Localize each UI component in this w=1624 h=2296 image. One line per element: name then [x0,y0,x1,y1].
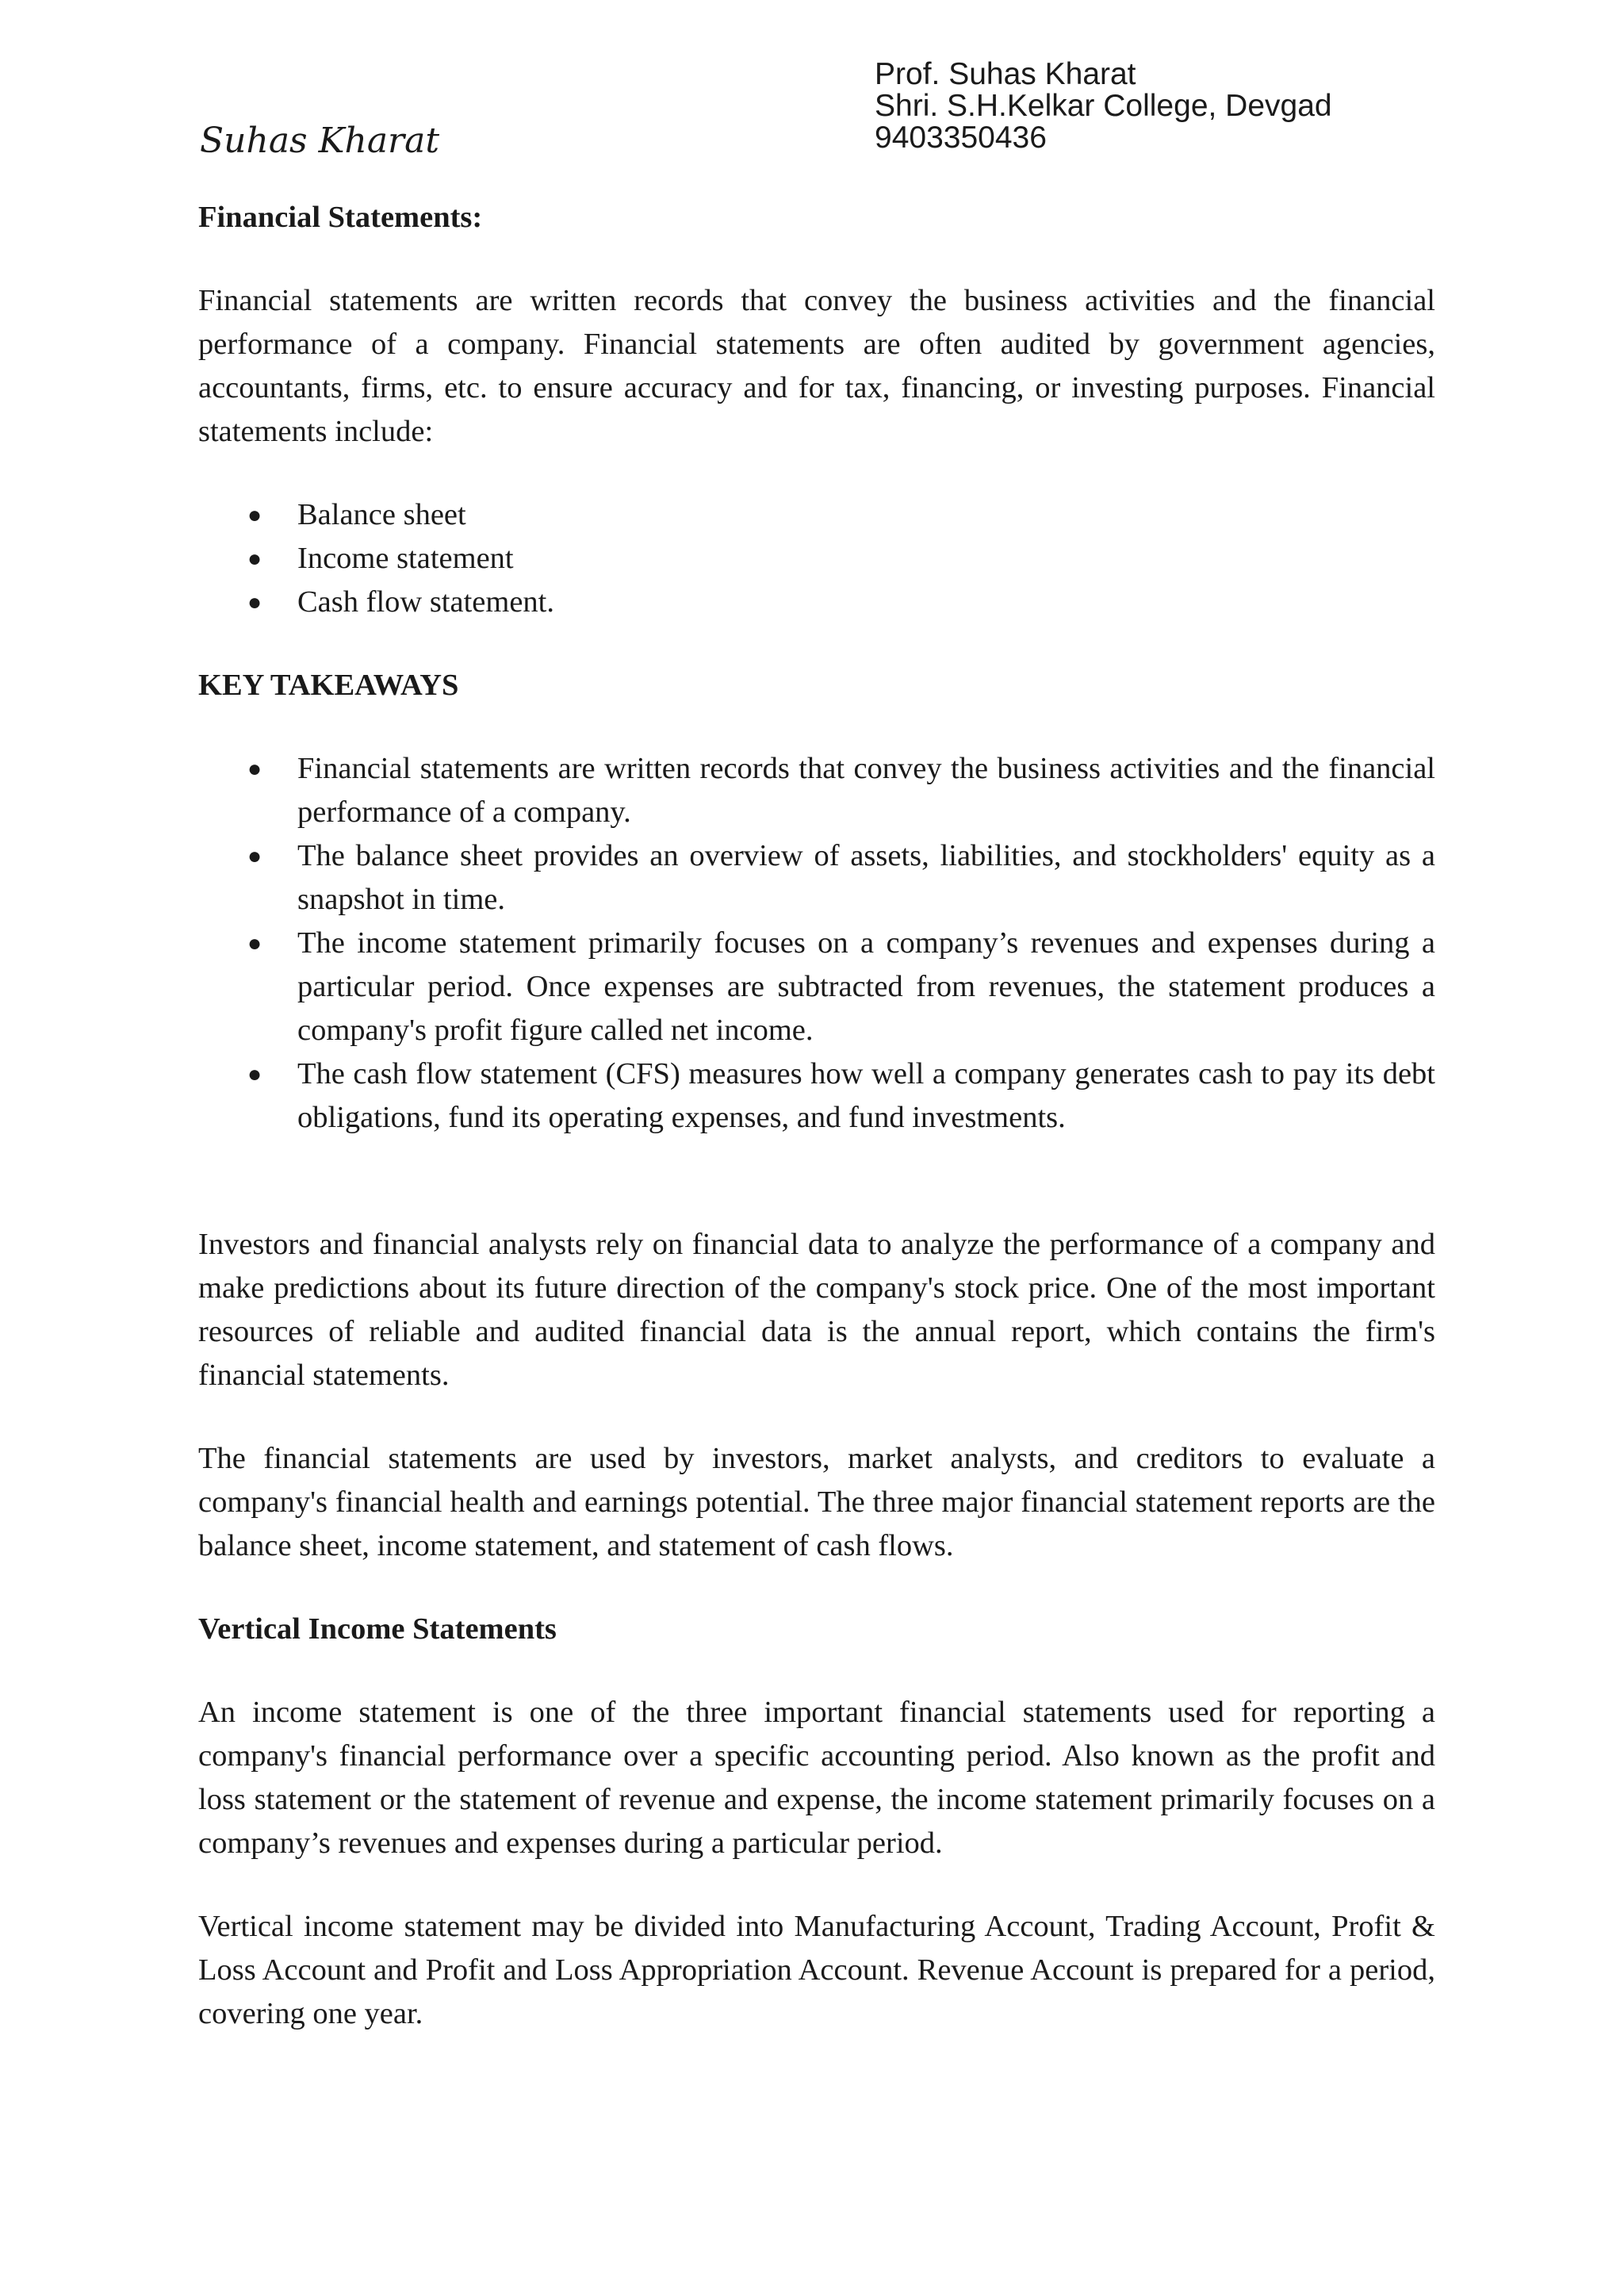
list-item: ● The cash flow statement (CFS) measures how well a company generates cash to pay its debt obligations, fund its operating expenses, and fund investments. [198,1052,1435,1140]
bullet-icon: ● [247,546,262,572]
section-heading-vertical-income: Vertical Income Statements [198,1612,557,1646]
bullet-icon: ● [247,502,262,528]
bullet-icon: ● [247,843,262,869]
list-item: ● The balance sheet provides an overview of assets, liabilities, and stockholders' equity as a snapshot in time. [198,834,1435,922]
phone-number: 9403350436 [875,121,1047,155]
bullet-icon: ● [247,756,262,782]
list-item: ● Income statement [198,537,1435,581]
bullet-icon: ● [247,1061,262,1087]
author-name: Prof. Suhas Kharat [875,57,1136,91]
section-heading-financial-statements: Financial Statements: [198,201,483,234]
income-statement-paragraph: An income statement is one of the three important financial statements used for reporting a company's financial performance over a specific accounting period. Also known as the profit and loss statement or the statement of revenue and expense, the income statement primarily focuses on a company’s revenues and expenses during a particular period. [198,1696,1435,1860]
bullet-icon: ● [247,930,262,956]
usage-paragraph: The financial statements are used by investors, market analysts, and creditors to evaluate a company's financial health and earnings potential. The three major financial statement reports are the balance sheet, income statement, and statement of cash flows. [198,1442,1435,1562]
intro-paragraph: Financial statements are written records that convey the business activities and the financial performance of a company. Financial statements are often audited by government agencies, accountants, firms, etc. to ensure accuracy and for tax, financing, or investing purposes. Financial statements include: [198,284,1435,448]
statements-list [198,493,1435,624]
document-body [198,196,1435,2036]
spacer [198,1140,1435,1223]
college-name: Shri. S.H.Kelkar College, Devgad [875,89,1332,123]
list-item: ● Balance sheet [198,493,1435,537]
list-item: ● The income statement primarily focuses on a company’s revenues and expenses during a particular period. Once expenses are subtracted from revenues, the statement produces a company's profit figure called net income. [198,922,1435,1052]
list-item: ● Cash flow statement. [198,581,1435,624]
bullet-icon: ● [247,589,262,615]
handwritten-signature [198,111,460,167]
investors-paragraph: Investors and financial analysts rely on financial data to analyze the performance of a company and make predictions about its future direction of the company's stock price. One of the most important resources of reliable and audited financial data is the annual report, which contains the firm's financial statements. [198,1228,1435,1392]
author-block [875,59,1332,154]
list-item: ● Financial statements are written records that convey the business activities and the financial performance of a company. [198,747,1435,834]
takeaways-list [198,747,1435,1140]
signature-text: Suhas Kharat [200,121,440,161]
vertical-income-paragraph: Vertical income statement may be divided into Manufacturing Account, Trading Account, Profit & Loss Account and Profit and Loss Appropriation Account. Revenue Account is prepared for a period, covering one year. [198,1910,1435,2030]
section-heading-key-takeaways: KEY TAKEAWAYS [198,669,459,702]
